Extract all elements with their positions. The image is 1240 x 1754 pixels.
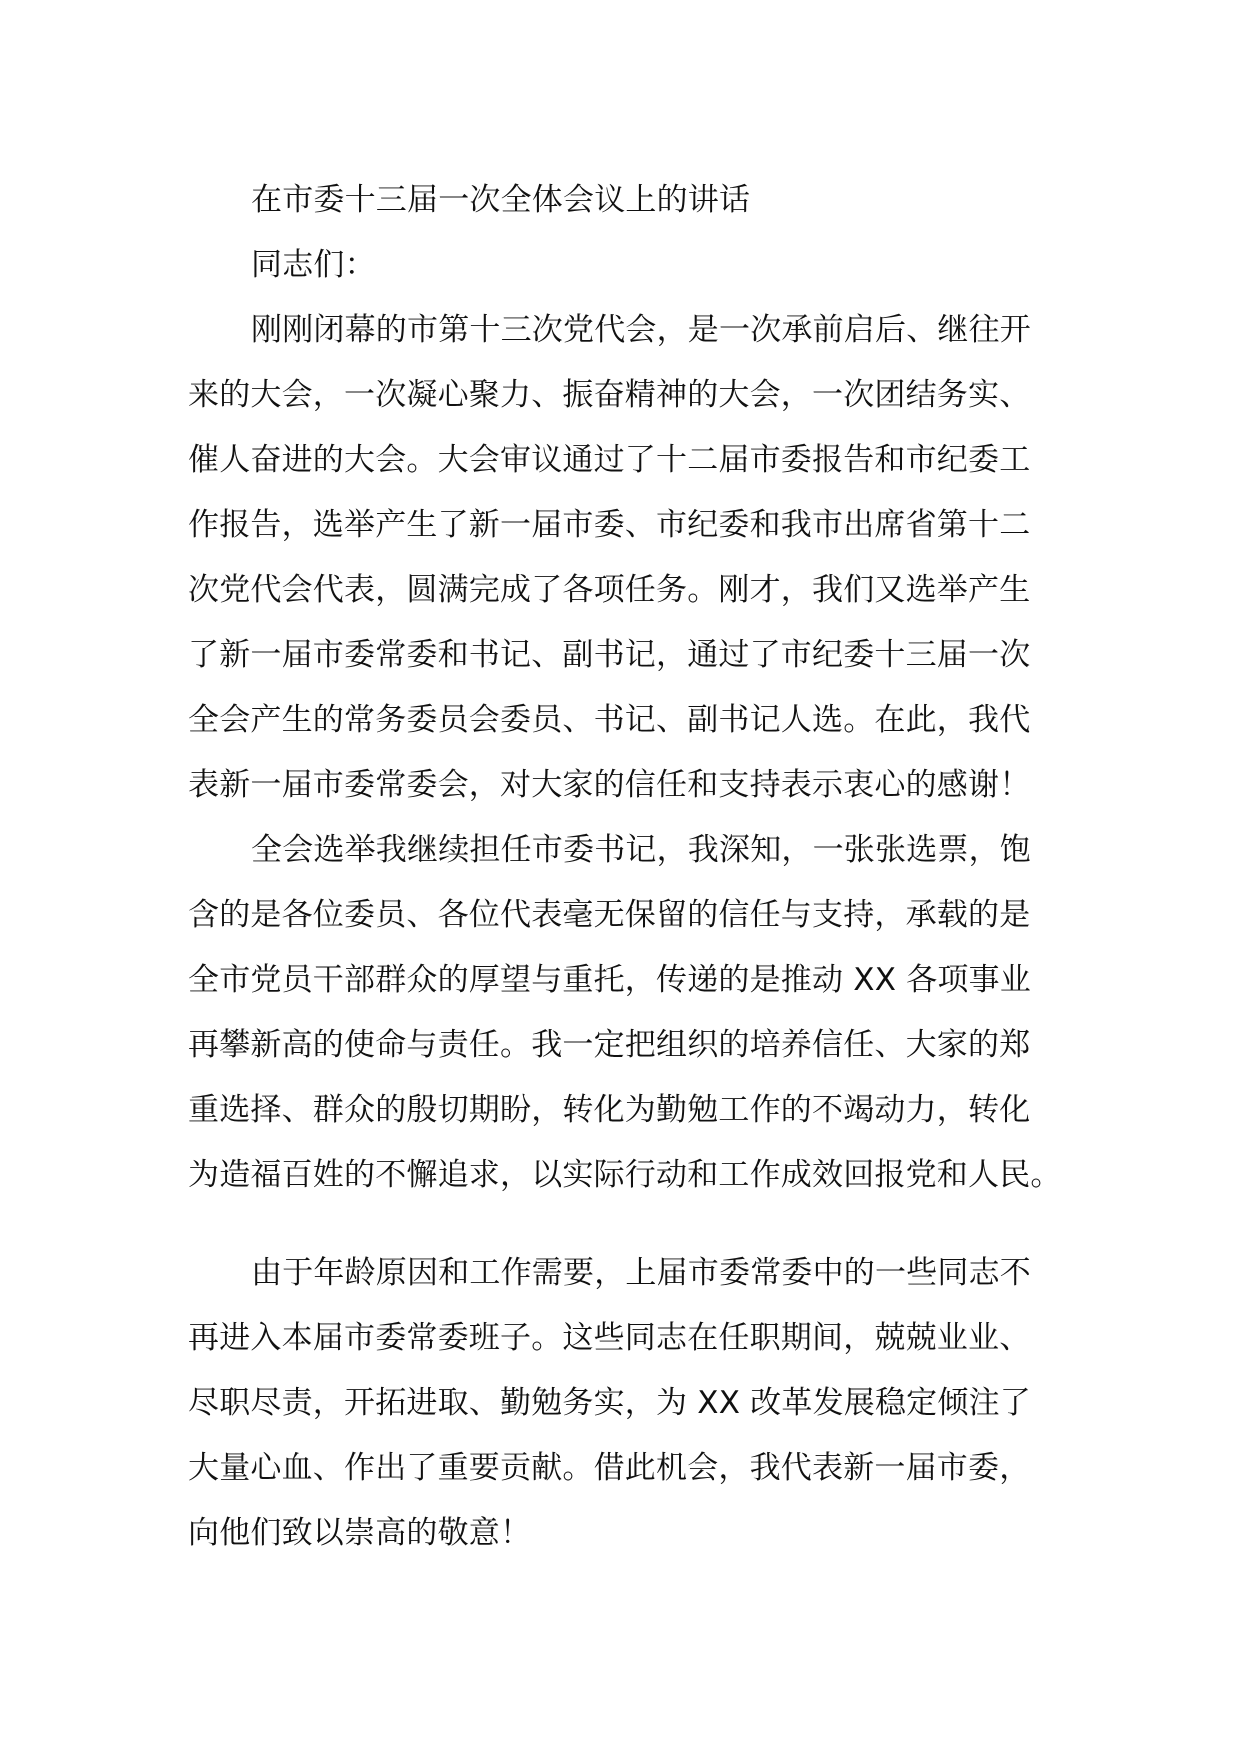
paragraph-line: 作报告，选举产生了新一届市委、市纪委和我市出席省第十二	[188, 507, 1031, 543]
paragraph-line: 次党代会代表，圆满完成了各项任务。刚才，我们又选举产生	[188, 572, 1031, 608]
speech-body	[188, 168, 1068, 1566]
paragraph-line: 重选择、群众的殷切期盼，转化为勤勉工作的不竭动力，转化	[188, 1092, 1031, 1128]
paragraph-line: 刚刚闭幕的市第十三次党代会，是一次承前启后、继往开	[251, 312, 1031, 348]
paragraph-line: 含的是各位委员、各位代表毫无保留的信任与支持，承载的是	[188, 897, 1031, 933]
paragraph-line: 全会选举我继续担任市委书记，我深知，一张张选票，饱	[251, 832, 1031, 868]
salutation: 同志们：	[251, 247, 376, 283]
paragraph-line: 为造福百姓的不懈追求，以实际行动和工作成效回报党和人民。	[188, 1157, 1062, 1193]
paragraph-line: 再进入本届市委常委班子。这些同志在任职期间，兢兢业业、	[188, 1320, 1031, 1356]
paragraph-1	[188, 298, 1068, 818]
paragraph-3	[188, 1241, 1068, 1566]
paragraph-line: 由于年龄原因和工作需要，上届市委常委中的一些同志不	[251, 1255, 1031, 1291]
paragraph-line: 来的大会，一次凝心聚力、振奋精神的大会，一次团结务实、	[188, 377, 1031, 413]
paragraph-line: 尽职尽责，开拓进取、勤勉务实，为 XX 改革发展稳定倾注了	[188, 1385, 1031, 1421]
paragraph-line: 表新一届市委常委会，对大家的信任和支持表示衷心的感谢！	[188, 767, 1031, 803]
paragraph-line: 再攀新高的使命与责任。我一定把组织的培养信任、大家的郑	[188, 1027, 1031, 1063]
paragraph-line: 全会产生的常务委员会委员、书记、副书记人选。在此，我代	[188, 702, 1031, 738]
paragraph-2	[188, 818, 1068, 1208]
paragraph-line: 大量心血、作出了重要贡献。借此机会，我代表新一届市委，	[188, 1450, 1031, 1486]
paragraph-line: 催人奋进的大会。大会审议通过了十二届市委报告和市纪委工	[188, 442, 1031, 478]
paragraph-line: 了新一届市委常委和书记、副书记，通过了市纪委十三届一次	[188, 637, 1031, 673]
speech-title: 在市委十三届一次全体会议上的讲话	[251, 182, 751, 218]
paragraph-line: 向他们致以崇高的敬意！	[188, 1515, 532, 1551]
paragraph-line: 全市党员干部群众的厚望与重托，传递的是推动 XX 各项事业	[188, 962, 1031, 998]
